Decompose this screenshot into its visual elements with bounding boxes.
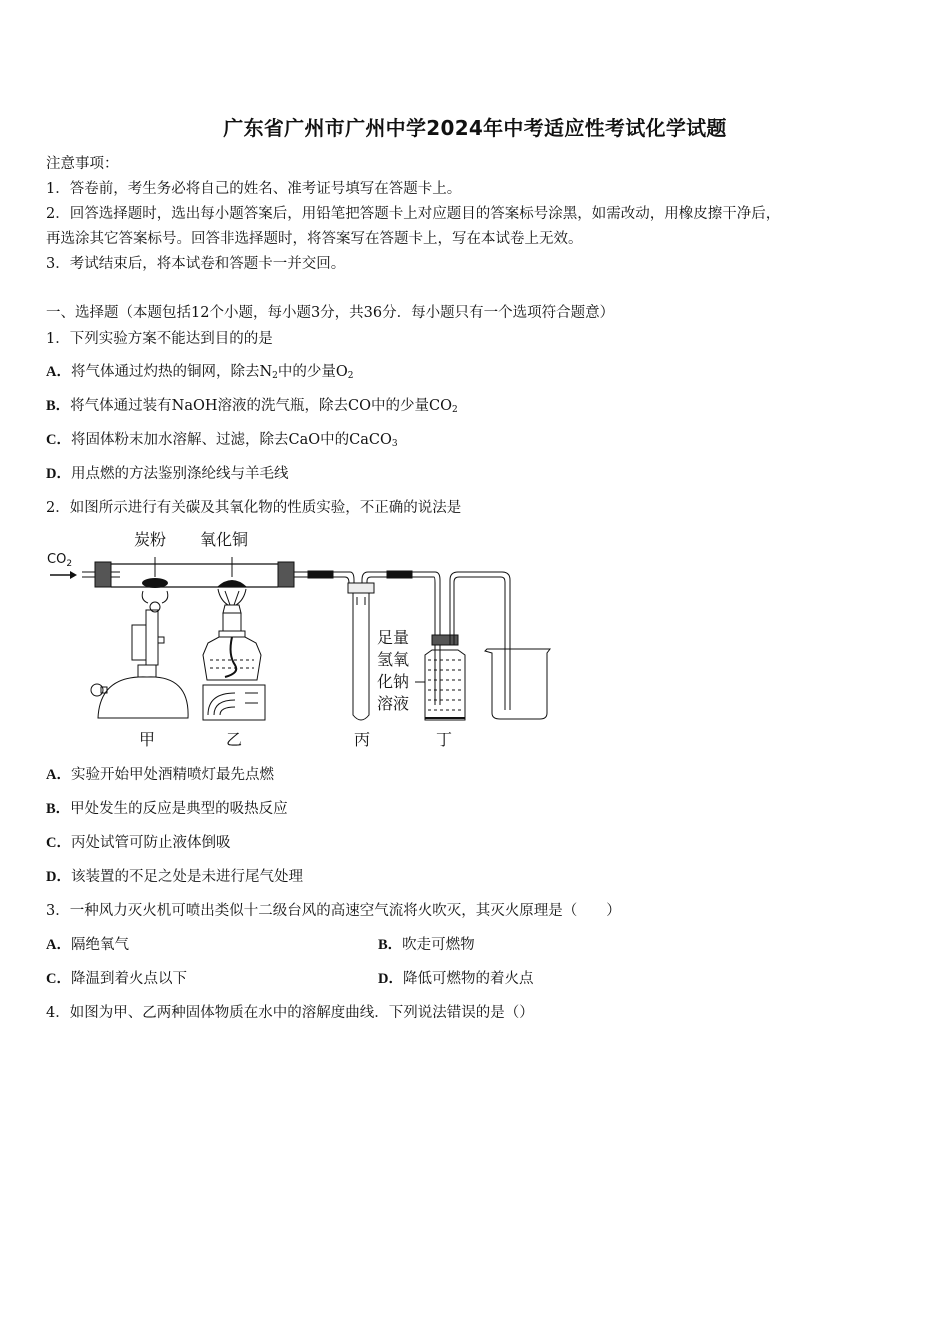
option-label: C． xyxy=(46,835,71,851)
copper-oxide xyxy=(217,580,247,587)
label-jia: 甲 xyxy=(139,730,156,749)
option-text: 中的少量O xyxy=(277,364,348,380)
left-stopper xyxy=(95,562,111,587)
notice-heading: 注意事项： xyxy=(46,156,119,172)
option-text: 丙处试管可防止液体倒吸 xyxy=(70,835,231,851)
notice-item-2: 2．回答选择题时，选出每小题答案后，用铅笔把答题卡上对应题目的答案标号涂黑，如需改动，用橡皮擦干净后， xyxy=(46,206,781,222)
option-text: 降温到着火点以下 xyxy=(70,971,187,987)
question-2-option-c xyxy=(46,831,230,852)
option-text: 将气体通过装有NaOH溶液的洗气瓶，除去CO中的少量CO xyxy=(70,398,452,414)
carbon-label: 炭粉 xyxy=(134,530,167,549)
blowtorch xyxy=(91,591,188,718)
option-label: C． xyxy=(46,971,71,987)
question-1-option-c xyxy=(46,428,398,449)
apparatus-diagram xyxy=(40,525,560,755)
section-heading: 一、选择题（本题包括12个小题，每小题3分，共36分．每小题只有一个选项符合题意） xyxy=(46,305,615,321)
notice-item-2-cont: 再选涂其它答案标号。回答非选择题时，将答案写在答题卡上，写在本试卷上无效。 xyxy=(46,231,583,247)
option-text: 吹走可燃物 xyxy=(402,937,475,953)
option-text: 甲处发生的反应是典型的吸热反应 xyxy=(70,801,288,817)
svg-text:足量: 足量 xyxy=(377,628,410,647)
svg-text:溶液: 溶液 xyxy=(377,694,410,713)
option-label: A． xyxy=(46,364,71,380)
notice-item-3: 3．考试结束后，将本试卷和答题卡一并交回。 xyxy=(46,256,346,272)
question-1-option-a xyxy=(46,360,354,381)
option-text: 实验开始甲处酒精喷灯最先点燃 xyxy=(70,767,274,783)
option-text: 将固体粉末加水溶解、过滤，除去CaO中的CaCO xyxy=(70,432,392,448)
naoh-solution-label xyxy=(377,628,425,713)
subscript: 2 xyxy=(452,405,458,415)
option-text: 隔绝氧气 xyxy=(70,937,129,953)
carbon-powder xyxy=(142,578,168,588)
option-label: D． xyxy=(378,971,403,987)
subscript: 2 xyxy=(272,371,278,381)
option-label: A． xyxy=(46,937,71,953)
question-1-option-d xyxy=(46,462,288,483)
question-2-option-b xyxy=(46,797,288,818)
question-3-option-c xyxy=(46,967,187,988)
label-ding: 丁 xyxy=(436,730,453,749)
option-label: C． xyxy=(46,432,71,448)
label-bing: 丙 xyxy=(354,730,371,749)
option-label: D． xyxy=(46,466,71,482)
question-3-option-a xyxy=(46,933,129,954)
subscript: 2 xyxy=(347,371,354,381)
option-label: D． xyxy=(46,869,71,885)
test-tube xyxy=(348,583,374,720)
option-label: B． xyxy=(46,398,71,414)
label-yi: 乙 xyxy=(226,730,243,749)
wash-bottle xyxy=(425,572,510,720)
beaker xyxy=(485,649,550,719)
option-text: 将气体通过灼热的铜网，除去N xyxy=(70,364,273,380)
question-1-stem: 1．下列实验方案不能达到目的的是 xyxy=(46,331,273,347)
question-3-option-d xyxy=(378,967,533,988)
page-title: 广东省广州市广州中学2024年中考适应性考试化学试题 xyxy=(223,116,727,140)
arrow-icon xyxy=(50,571,77,579)
subscript: 3 xyxy=(391,439,398,449)
question-2-option-a xyxy=(46,763,274,784)
option-label: B． xyxy=(46,801,71,817)
right-stopper xyxy=(278,562,294,587)
alcohol-lamp xyxy=(203,589,265,720)
notice-item-1: 1．答卷前，考生务必将自己的姓名、准考证号填写在答题卡上。 xyxy=(46,181,462,197)
option-text: 用点燃的方法鉴别涤纶线与羊毛线 xyxy=(70,466,289,482)
question-2-stem: 2．如图所示进行有关碳及其氧化物的性质实验，不正确的说法是 xyxy=(46,500,462,516)
question-4-stem: 4．如图为甲、乙两种固体物质在水中的溶解度曲线．下列说法错误的是（） xyxy=(46,1005,534,1021)
option-label: B． xyxy=(378,937,403,953)
question-3-option-b xyxy=(378,933,475,954)
option-text: 降低可燃物的着火点 xyxy=(402,971,534,987)
svg-text:化钠: 化钠 xyxy=(377,672,410,691)
svg-text:氢氧: 氢氧 xyxy=(377,650,410,669)
question-1-option-b xyxy=(46,394,458,415)
question-2-option-d xyxy=(46,865,303,886)
co2-label: $CO_2$ xyxy=(47,552,73,569)
option-label: A． xyxy=(46,767,71,783)
question-3-stem: 3．一种风力灭火机可喷出类似十二级台风的高速空气流将火吹灭，其灭火原理是（ ） xyxy=(46,903,621,919)
option-text: 该装置的不足之处是未进行尾气处理 xyxy=(70,869,303,885)
copper-oxide-label: 氧化铜 xyxy=(200,530,249,549)
